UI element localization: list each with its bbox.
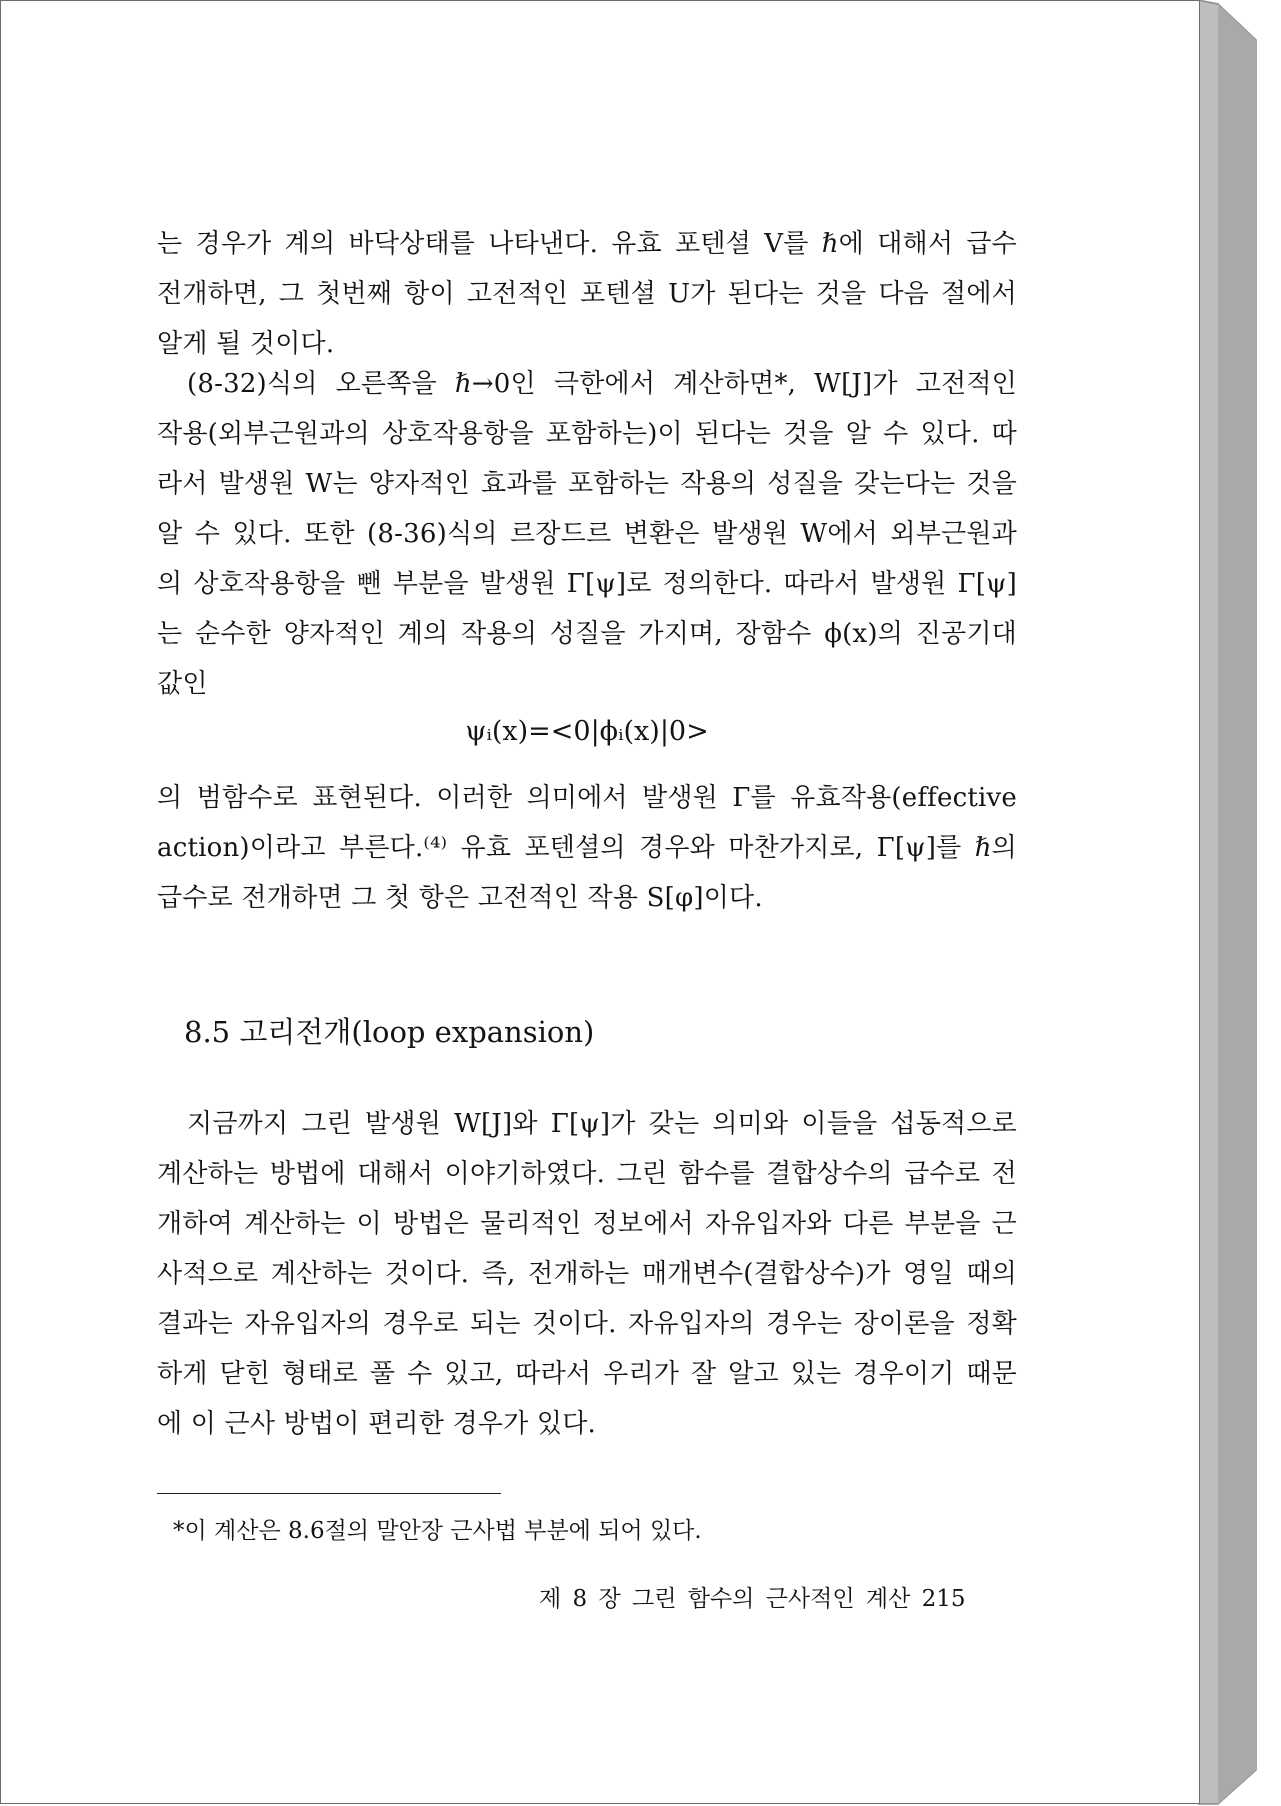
footnote: *이 계산은 8.6절의 말안장 근사법 부분에 되어 있다.	[173, 1518, 702, 1544]
section-heading: 8.5 고리전개(loop expansion)	[184, 1015, 595, 1049]
running-footer: 제 8 장 그린 함수의 근사적인 계산 215	[539, 1586, 966, 1612]
text-line: 전개하면, 그 첫번째 항이 고전적인 포텐셜 U가 된다는 것을 다음 절에서	[157, 279, 1017, 309]
text-line: 의 상호작용항을 뺀 부분을 발생원 Γ[ψ]로 정의한다. 따라서 발생원 Γ[ψ]	[157, 569, 1017, 599]
text-line: 결과는 자유입자의 경우로 되는 것이다. 자유입자의 경우는 장이론을 정확	[157, 1309, 1017, 1339]
text-line: (8-32)식의 오른쪽을 ℏ→0인 극한에서 계산하면*, W[J]가 고전적인	[187, 369, 1017, 399]
text-line: 사적으로 계산하는 것이다. 즉, 전개하는 매개변수(결합상수)가 영일 때의	[157, 1259, 1017, 1289]
text-line: 급수로 전개하면 그 첫 항은 고전적인 작용 S[φ]이다.	[157, 883, 763, 913]
paragraph-effective-action-definition	[157, 773, 1017, 923]
paragraph-ground-state	[157, 219, 1017, 369]
text-line: 계산하는 방법에 대해서 이야기하였다. 그린 함수를 결합상수의 급수로 전	[157, 1159, 1017, 1189]
text-line: 개하여 계산하는 이 방법은 물리적인 정보에서 자유입자와 다른 부분을 근	[157, 1209, 1017, 1239]
text-line: 는 순수한 양자적인 계의 작용의 성질을 가지며, 장함수 ϕ(x)의 진공기대	[157, 619, 1017, 649]
text-line: action)이라고 부른다.⁽⁴⁾ 유효 포텐셜의 경우와 마찬가지로, Γ[ψ]를 ℏ의	[157, 833, 1017, 863]
text-line: 는 경우가 계의 바닥상태를 나타낸다. 유효 포텐셜 V를 ℏ에 대해서 급수	[157, 229, 1017, 259]
footnote-divider	[157, 1493, 501, 1494]
text-line: 알 수 있다. 또한 (8-36)식의 르장드르 변환은 발생원 W에서 외부근원과	[157, 519, 1017, 549]
text-line: 값인	[157, 669, 208, 699]
text-line: 하게 닫힌 형태로 풀 수 있고, 따라서 우리가 잘 알고 있는 경우이기 때문	[157, 1359, 1017, 1389]
text-line: 알게 될 것이다.	[157, 329, 335, 359]
text-line: 라서 발생원 W는 양자적인 효과를 포함하는 작용의 성질을 갖는다는 것을	[157, 469, 1017, 499]
text-line: 지금까지 그린 발생원 W[J]와 Γ[ψ]가 갖는 의미와 이들을 섭동적으로	[187, 1109, 1017, 1139]
text-line: 에 이 근사 방법이 편리한 경우가 있다.	[157, 1409, 596, 1439]
vacuum-expectation-equation: ψᵢ(x)=<0|ϕᵢ(x)|0>	[465, 716, 709, 747]
paragraph-loop-expansion	[157, 1099, 1017, 1449]
page-stack-edge	[1198, 0, 1268, 1806]
text-line: 의 범함수로 표현된다. 이러한 의미에서 발생원 Γ를 유효작용(effective	[157, 783, 1017, 813]
paragraph-effective-action-intro	[157, 359, 1017, 709]
text-line: 작용(외부근원과의 상호작용항을 포함하는)이 된다는 것을 알 수 있다. 따	[157, 419, 1017, 449]
